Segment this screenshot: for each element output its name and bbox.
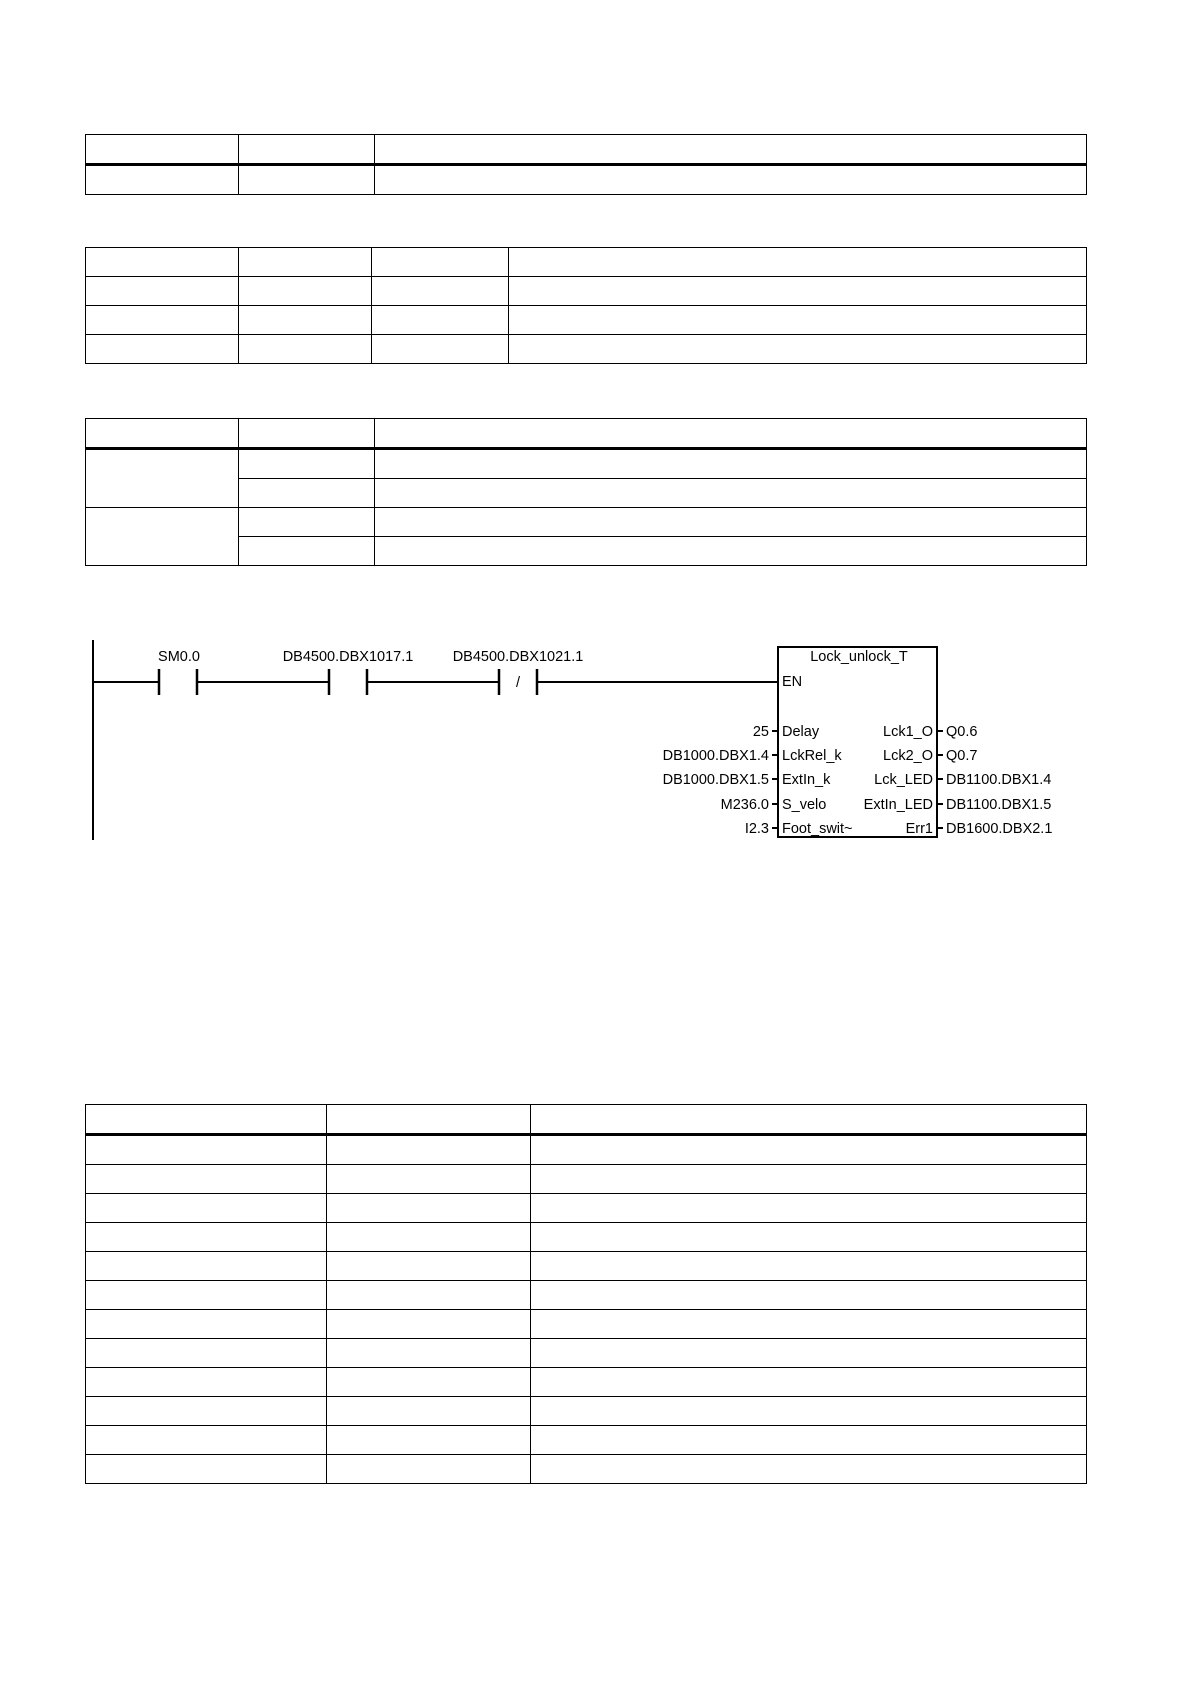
input-pin-foot-switch bbox=[745, 821, 853, 837]
negation-slash: / bbox=[515, 675, 521, 691]
table-row bbox=[86, 335, 1087, 364]
table-row bbox=[86, 1339, 1087, 1368]
table-header-row bbox=[86, 419, 1087, 449]
output-pin-lck1-o bbox=[883, 724, 977, 740]
input-value: DB1000.DBX1.4 bbox=[662, 748, 769, 764]
input-pin-s-velo bbox=[721, 797, 827, 813]
table-row bbox=[86, 1252, 1087, 1281]
table-row bbox=[86, 248, 1087, 277]
contact-label: SM0.0 bbox=[158, 649, 200, 665]
table-header-row bbox=[86, 1105, 1087, 1135]
input-value: I2.3 bbox=[744, 821, 769, 837]
table-row bbox=[86, 1135, 1087, 1165]
table-row bbox=[86, 1426, 1087, 1455]
function-block-lock-unlock-t bbox=[663, 647, 1053, 837]
table-row bbox=[86, 449, 1087, 479]
output-pin-lck-led bbox=[874, 772, 1051, 788]
parameter-table-2 bbox=[85, 247, 1087, 364]
input-pin-delay bbox=[753, 724, 820, 740]
output-value: DB1600.DBX2.1 bbox=[946, 821, 1053, 837]
output-value: Q0.6 bbox=[946, 724, 978, 740]
table-row bbox=[86, 165, 1087, 195]
parameter-table-1 bbox=[85, 134, 1087, 195]
output-pin-extin-led bbox=[864, 797, 1052, 813]
input-pin-name: Delay bbox=[782, 724, 820, 740]
input-pin-name: ExtIn_k bbox=[782, 772, 831, 788]
output-pin-name: Lck_LED bbox=[874, 772, 933, 788]
table-row bbox=[86, 1165, 1087, 1194]
contact-label: DB4500.DBX1021.1 bbox=[452, 649, 584, 665]
input-pin-lckrel-k bbox=[663, 748, 843, 764]
table-row bbox=[86, 1310, 1087, 1339]
output-pin-lck2-o bbox=[883, 748, 977, 764]
input-value: DB1000.DBX1.5 bbox=[662, 772, 769, 788]
output-pin-name: Lck2_O bbox=[883, 748, 933, 764]
table-row bbox=[86, 508, 1087, 537]
output-pin-err1 bbox=[906, 821, 1053, 837]
input-pin-name: S_velo bbox=[782, 797, 827, 813]
contact-db4500-dbx1017-1 bbox=[283, 649, 414, 695]
table-row bbox=[86, 1223, 1087, 1252]
table-row bbox=[86, 277, 1087, 306]
parameter-table-3 bbox=[85, 418, 1087, 566]
output-value: Q0.7 bbox=[946, 748, 978, 764]
parameter-table-4 bbox=[85, 1104, 1087, 1484]
input-value: M236.0 bbox=[720, 797, 769, 813]
table-row bbox=[86, 1368, 1087, 1397]
block-title: Lock_unlock_T bbox=[810, 649, 908, 665]
contact-db4500-dbx1021-1-nc bbox=[453, 649, 584, 695]
input-pin-extin-k bbox=[663, 772, 832, 788]
table-header-row bbox=[86, 135, 1087, 165]
output-value: DB1100.DBX1.5 bbox=[946, 797, 1052, 813]
table-row bbox=[86, 1397, 1087, 1426]
output-pin-name: Lck1_O bbox=[883, 724, 933, 740]
output-value: DB1100.DBX1.4 bbox=[946, 772, 1052, 788]
input-pin-name: Foot_swit~ bbox=[782, 821, 853, 837]
output-pin-name: Err1 bbox=[905, 821, 933, 837]
input-value: 25 bbox=[752, 724, 769, 740]
contact-label: DB4500.DBX1017.1 bbox=[282, 649, 414, 665]
table-row bbox=[86, 306, 1087, 335]
table-row bbox=[86, 1455, 1087, 1484]
block-en-pin: EN bbox=[782, 674, 803, 690]
table-row bbox=[86, 1194, 1087, 1223]
table-row bbox=[86, 1281, 1087, 1310]
ladder-diagram bbox=[0, 630, 1191, 850]
output-pin-name: ExtIn_LED bbox=[863, 797, 933, 813]
input-pin-name: LckRel_k bbox=[782, 748, 842, 764]
contact-sm0-0 bbox=[158, 649, 200, 695]
